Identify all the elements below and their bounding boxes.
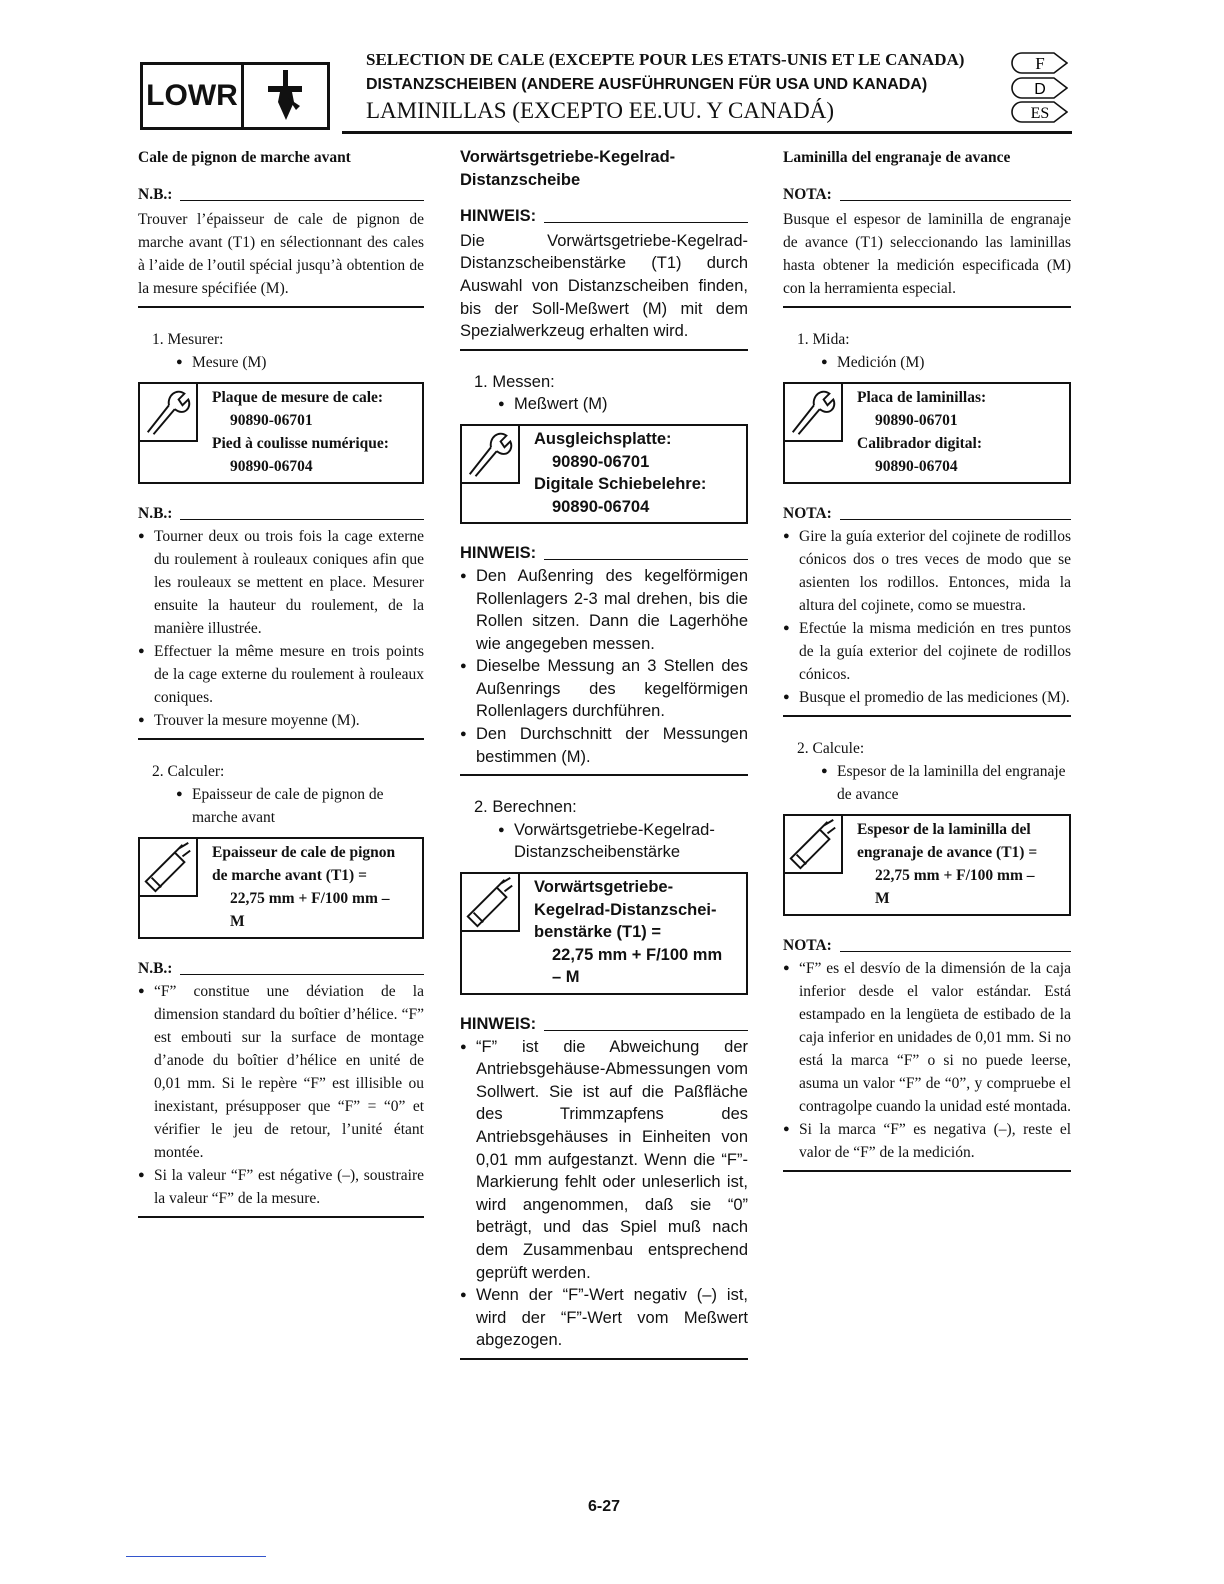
note-label: NOTA: <box>783 502 1071 525</box>
list-item: ● Den Außenring des kegelförmigen Rollenlagers 2-3 mal drehen, bis die Rollen sitzen. Dann die Lagerhöhe wie angegeben messen. <box>460 566 748 653</box>
step-2: 2. Berechnen: <box>474 798 577 817</box>
tool-number: 90890-06704 <box>875 458 958 475</box>
tool-number: 90890-06701 <box>552 452 650 471</box>
divider <box>460 774 748 776</box>
divider <box>460 349 748 351</box>
list-item: ● “F” constitue une déviation de la dimension standard du boîtier d’hélice. “F” est embouti sur la surface de montage d’anode du boîtier d’hélice en unité de 0,01 mm. Si le repère “F” est illisible ou inexistant, présupposer que “F” = “0” et vérifier le jeu de retour, l’unité étant montée. <box>138 983 424 1161</box>
lang-label-fr: F <box>1035 54 1045 73</box>
section-title: Laminilla del engranaje de avance <box>783 149 1011 166</box>
divider <box>783 1170 1071 1172</box>
list-item: ● Efectúe la misma medición en tres puntos de la guía exterior del cojinete de rodillos cónicos. <box>783 620 1071 683</box>
step-1-item: ● Mesure (M) <box>176 354 267 371</box>
tool-number: 90890-06704 <box>552 497 650 516</box>
list-item: ● Gire la guía exterior del cojinete de rodillos cónicos dos o tres veces de modo que se asienten los rodillos. Entonces, mida la altura del cojinete, como se muestra. <box>783 528 1071 614</box>
note-text: Busque el espesor de laminilla de engranaje de avance (T1) seleccionando las laminillas hasta obtener la medición especificada (M) con la herramienta especial. <box>783 211 1071 297</box>
bottom-rule <box>126 1556 266 1557</box>
page-number: 6-27 <box>588 1498 621 1515</box>
calculation-icon <box>140 839 198 897</box>
list-item: ● “F” ist die Abweichung der Antriebsgehäuse-Abmessungen vom Sollwert. Sie ist auf die Paßfläche des Trimmzapfens des Antriebsgehäuses in Einheiten von 0,01 mm aufgestanzt. Wenn die “F”-Markierung fehlt oder unleserlich ist, wird angenommen, daß sie “0” beträgt, und das Spiel muß nach dem Zusammenbau entsprechend geprüft werden. <box>460 1037 748 1282</box>
special-tool-box <box>460 424 748 524</box>
lang-badge-de <box>1010 77 1068 99</box>
step-2-item: ● Epaisseur de cale de pignon de marche avant <box>176 786 384 826</box>
tool-name: Plaque de mesure de cale: <box>212 389 384 406</box>
step-2-item: ● Vorwärtsgetriebe-Kegelrad-Distanzscheibenstärke <box>498 820 715 862</box>
title-es: LAMINILLAS (EXCEPTO EE.UU. Y CANADÁ) <box>366 98 835 123</box>
divider <box>783 715 1071 717</box>
note-label: N.B.: <box>138 183 424 206</box>
calculation-icon <box>462 874 520 932</box>
divider <box>783 306 1071 308</box>
lang-badge-fr <box>1010 52 1068 74</box>
step-2: 2. Calcule: <box>797 740 865 757</box>
list-item: ● “F” es el desvío de la dimensión de la caja inferior desde el valor estándar. Está estampado en la lengüeta de estibado de la caja inferior en unidades de 0,01 mm. Si no está la marca “F” o si no puede leerse, asuma un valor “F” de “0”, y compruebe el contragolpe cuando la unidad esté montada. <box>783 960 1072 1115</box>
tool-name: Ausgleichsplatte: <box>534 429 672 448</box>
tool-name: Placa de laminillas: <box>857 389 987 406</box>
special-tool-box <box>138 382 424 484</box>
column-es <box>783 146 1071 1192</box>
column-fr <box>138 146 424 1238</box>
list-item: ● Busque el promedio de las mediciones (M). <box>783 689 1070 706</box>
lang-badge-es <box>1010 101 1068 123</box>
special-tool-icon <box>785 384 843 442</box>
special-tool-icon <box>140 384 198 442</box>
list-item: ● Dieselbe Messung an 3 Stellen des Außenrings des kegelförmigen Rollenlagers durchführen. <box>460 657 748 721</box>
step-1-item: ● Medición (M) <box>821 354 925 371</box>
divider <box>138 306 424 308</box>
step-2-item: ● Espesor de la laminilla del engranaje de avance <box>821 763 1066 803</box>
list-item: ● Si la marca “F” es negativa (–), reste el valor de “F” de la medición. <box>783 1121 1071 1161</box>
note-label: NOTA: <box>783 934 1071 957</box>
note-label: N.B.: <box>138 502 424 525</box>
title-fr: SELECTION DE CALE (EXCEPTE POUR LES ETATS-UNIS ET LE CANADA) <box>366 50 965 69</box>
note-text: Die Vorwärtsgetriebe-Kegelrad-Distanzscheibenstärke (T1) durch Auswahl von Distanzscheiben finden, bis der Soll-Meßwert (M) mit dem Spezialwerkzeug erhalten wird. <box>460 231 748 341</box>
list-item: ● Si la valeur “F” est négative (–), soustraire la valeur “F” de la mesure. <box>138 1167 424 1207</box>
section-code: LOWR <box>143 65 244 127</box>
calculation-box: Espesor de la laminilla del engranaje de avance (T1) = 22,75 mm + F/100 mm – M <box>783 814 1071 916</box>
list-item: ● Effectuer la même mesure en trois points de la cage externe du roulement à rouleaux coniques. <box>138 643 424 706</box>
column-de <box>460 146 748 1380</box>
tool-name: Calibrador digital: <box>857 435 983 452</box>
step-1: 1. Messen: <box>474 372 555 391</box>
calculation-icon <box>785 816 843 874</box>
divider <box>138 1216 424 1218</box>
step-2: 2. Calculer: <box>152 763 225 780</box>
step-1-item: ● Meßwert (M) <box>498 395 608 414</box>
step-1: 1. Mida: <box>797 331 850 348</box>
section-badge <box>140 62 330 130</box>
note-label: NOTA: <box>783 183 1071 206</box>
calculation-box: Epaisseur de cale de pignon de marche avant (T1) = 22,75 mm + F/100 mm – M <box>138 837 424 939</box>
tool-name: Digitale Schiebelehre: <box>534 475 707 494</box>
list-item: ● Den Durchschnitt der Messungen bestimmen (M). <box>460 725 748 766</box>
step-1: 1. Mesurer: <box>152 331 224 348</box>
list-item: ● Tourner deux ou trois fois la cage externe du roulement à rouleaux coniques afin que les rouleaux se mettent en place. Mesurer ensuite la hauteur du roulement, de la manière illustrée. <box>138 528 424 637</box>
note-label: N.B.: <box>138 957 424 980</box>
tool-name: Pied à coulisse numérique: <box>212 435 389 452</box>
note-label: HINWEIS: <box>460 205 748 228</box>
header-rule <box>342 131 1072 134</box>
divider <box>460 1358 748 1360</box>
list-item: ● Wenn der “F”-Wert negativ (–) ist, wird der “F”-Wert vom Meßwert abgezogen. <box>460 1286 748 1350</box>
section-title: Cale de pignon de marche avant <box>138 149 351 166</box>
section-title: Vorwärtsgetriebe-Kegelrad-Distanzscheibe <box>460 148 676 189</box>
lang-label-es: ES <box>1030 105 1050 122</box>
list-item: ● Trouver la mesure moyenne (M). <box>138 712 360 729</box>
special-tool-box <box>783 382 1071 484</box>
tool-number: 90890-06701 <box>875 412 958 429</box>
special-tool-icon <box>462 426 520 484</box>
calculation-box: Vorwärtsgetriebe- Kegelrad-Distanzschei- benstärke (T1) = 22,75 mm + F/100 mm – M <box>460 872 748 995</box>
tool-number: 90890-06701 <box>230 412 313 429</box>
tool-number: 90890-06704 <box>230 458 313 475</box>
note-label: HINWEIS: <box>460 542 748 565</box>
lower-unit-icon <box>244 65 327 127</box>
note-text: Trouver l’épaisseur de cale de pignon de marche avant (T1) en sélectionnant des cales à l’aide de l’outil spécial jusqu’à obtention de la mesure spécifiée (M). <box>138 211 424 297</box>
title-de: DISTANZSCHEIBEN (ANDERE AUSFÜHRUNGEN FÜR USA UND KANADA) <box>366 76 928 93</box>
divider <box>138 738 424 740</box>
note-label: HINWEIS: <box>460 1013 748 1036</box>
lang-label-de: D <box>1034 81 1046 98</box>
